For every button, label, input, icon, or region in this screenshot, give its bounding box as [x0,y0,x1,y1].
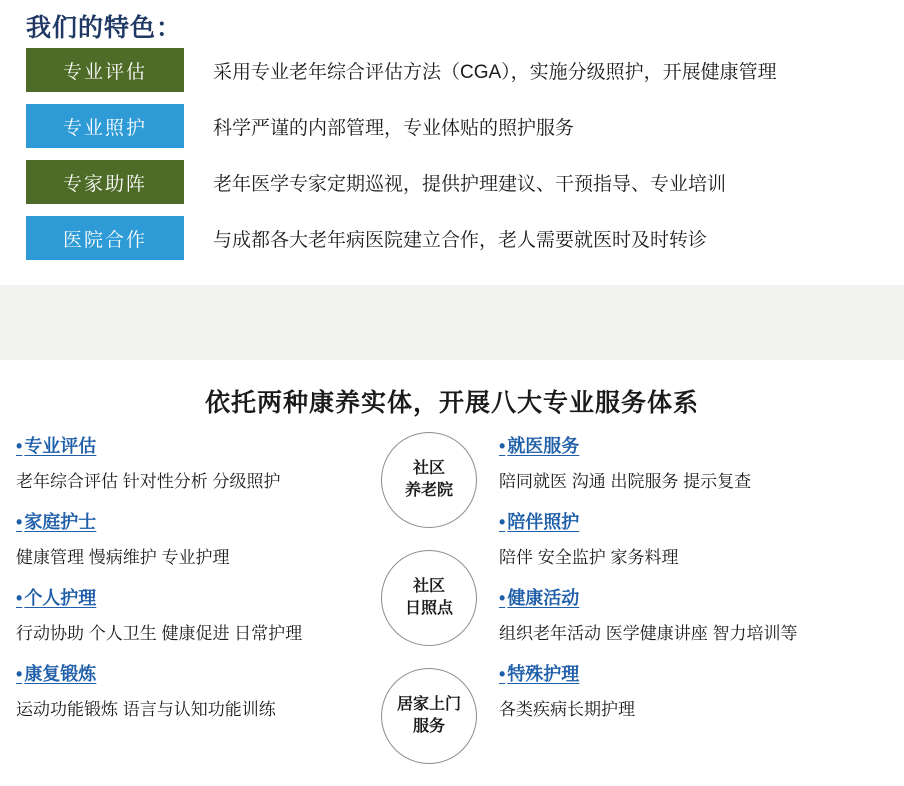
service-item [16,660,366,720]
page-title: 我们的特色： [26,14,183,42]
entity-circle-line1: 社区 [412,578,445,596]
feature-row [26,216,707,260]
service-title: • 特殊护理 [499,660,579,686]
service-desc: 健康管理 慢病维护 专业护理 [16,548,230,567]
service-title: • 陪伴照护 [499,508,579,534]
service-desc: 运动功能锻炼 语言与认知功能训练 [16,700,276,719]
feature-row [26,48,777,92]
service-desc: 陪伴 安全监护 家务料理 [499,548,679,567]
feature-text: 采用专业老年综合评估方法（CGA），实施分级照护，开展健康管理 [213,61,777,83]
services-title: 依托两种康养实体，开展八大专业服务体系 [204,389,699,417]
services-section [0,360,904,782]
entity-circle-line2: 服务 [412,718,445,735]
service-item [16,584,366,644]
service-desc: 各类疾病长期护理 [499,700,635,719]
service-desc: 老年综合评估 针对性分析 分级照护 [16,472,281,491]
service-desc: 行动协助 个人卫生 健康促进 日常护理 [16,624,303,643]
service-item [499,660,889,720]
service-item [499,584,889,644]
entity-circle-line2: 养老院 [404,482,453,499]
features-section [0,0,904,285]
entity-circle [381,668,477,764]
service-title: • 专业评估 [16,432,96,458]
service-title: • 家庭护士 [16,508,96,534]
entity-circle-line2: 日照点 [404,600,453,617]
service-list-left [16,432,366,736]
entity-circle-line1: 社区 [412,460,445,478]
feature-tag: 专业评估 [26,48,184,92]
feature-text: 老年医学专家定期巡视，提供护理建议、干预指导、专业培训 [213,173,727,195]
service-item [16,432,366,492]
service-item [16,508,366,568]
service-desc: 组织老年活动 医学健康讲座 智力培训等 [499,624,798,643]
section-divider [0,285,904,360]
service-desc: 陪同就医 沟通 出院服务 提示复查 [499,472,752,491]
service-title: • 健康活动 [499,584,579,610]
service-title: • 康复锻炼 [16,660,96,686]
service-title: • 个人护理 [16,584,96,610]
feature-text: 与成都各大老年病医院建立合作，老人需要就医时及时转诊 [213,229,708,251]
feature-tag: 专业照护 [26,104,184,148]
service-entities-column [381,432,477,786]
feature-tag: 医院合作 [26,216,184,260]
entity-circle [381,550,477,646]
entity-circle [381,432,477,528]
feature-row [26,160,726,204]
service-list-right [499,432,889,736]
feature-tag: 专家助阵 [26,160,184,204]
service-item [499,432,889,492]
feature-row [26,104,574,148]
service-title: • 就医服务 [499,432,579,458]
entity-circle-line1: 居家上门 [396,696,461,714]
feature-text: 科学严谨的内部管理，专业体贴的照护服务 [213,117,575,139]
service-item [499,508,889,568]
